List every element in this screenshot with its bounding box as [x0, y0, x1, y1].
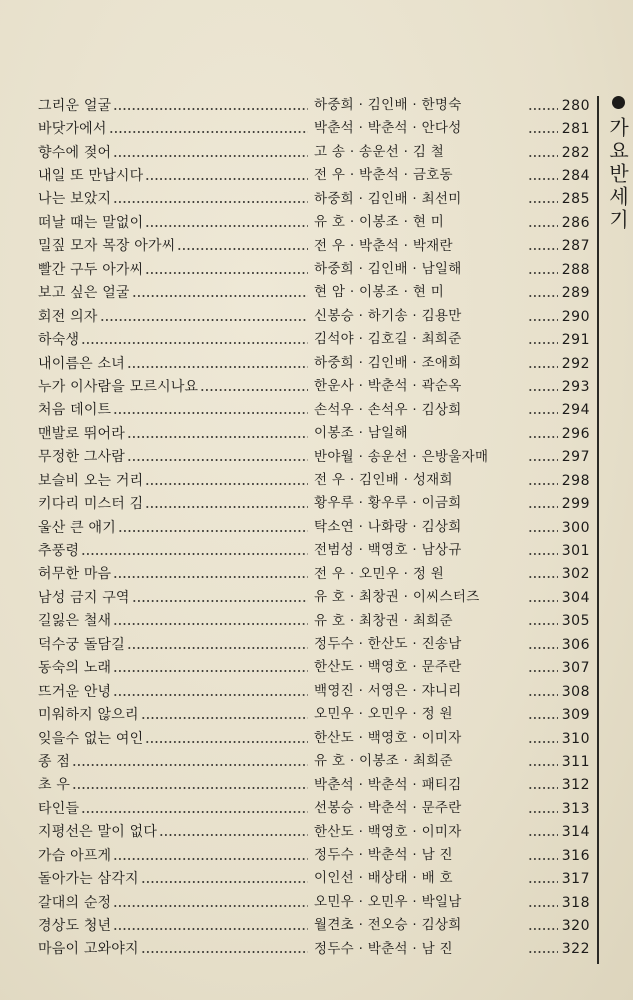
dot-leader — [528, 924, 558, 934]
dot-leader — [118, 526, 308, 536]
song-credits: 유 호 · 이봉조 · 현 미 — [314, 214, 445, 231]
toc-entry — [38, 539, 590, 562]
song-credits: 한운사 · 박춘석 · 곽순옥 — [314, 378, 462, 395]
song-credits: 유 호 · 최창권 · 이씨스터즈 — [314, 589, 480, 606]
dot-leader — [113, 104, 308, 114]
song-title: 덕수궁 돌담길 — [38, 636, 125, 653]
song-credits: 유 호 · 최창권 · 최희준 — [314, 612, 453, 629]
song-index-list — [38, 94, 590, 961]
song-title: 향수에 젖어 — [38, 144, 112, 161]
toc-entry — [38, 164, 590, 187]
page-number: 285 — [561, 191, 590, 208]
song-title: 길잃은 철새 — [38, 613, 112, 630]
song-title: 울산 큰 애기 — [38, 519, 116, 536]
dot-leader — [159, 830, 308, 840]
song-title: 누가 이사람을 모르시나요 — [38, 378, 199, 395]
song-title: 지평선은 말이 없다 — [38, 824, 158, 841]
dot-leader — [200, 385, 308, 395]
song-title: 갈대의 순정 — [38, 894, 112, 911]
toc-entry — [38, 117, 590, 140]
dot-leader — [528, 291, 558, 301]
dot-leader — [127, 455, 308, 465]
dot-leader — [109, 127, 308, 137]
song-credits: 전 우 · 오민우 · 정 원 — [314, 565, 445, 582]
toc-entry — [38, 258, 590, 281]
song-credits: 탁소연 · 나화랑 · 김상희 — [314, 518, 462, 535]
dot-leader — [72, 760, 308, 770]
page-number: 297 — [561, 449, 590, 466]
toc-entry — [38, 891, 590, 914]
song-credits: 하중희 · 김인배 · 남일해 — [314, 261, 462, 278]
dot-leader — [528, 174, 558, 184]
dot-leader — [528, 526, 558, 536]
song-title: 키다리 미스터 김 — [38, 496, 144, 513]
toc-entry — [38, 657, 590, 680]
song-title: 동숙의 노래 — [38, 660, 112, 677]
dot-leader — [528, 338, 558, 348]
song-credits: 백영진 · 서영은 · 쟈니리 — [314, 682, 462, 699]
dot-leader — [145, 479, 308, 489]
toc-entry — [38, 844, 590, 867]
dot-leader — [145, 174, 308, 184]
dot-leader — [145, 737, 308, 747]
page-number: 304 — [561, 589, 590, 606]
page-number: 298 — [561, 472, 590, 489]
dot-leader — [528, 619, 558, 629]
dot-leader — [528, 947, 558, 957]
toc-entry — [38, 750, 590, 773]
song-title: 경상도 청년 — [38, 918, 112, 935]
song-title: 그리운 얼굴 — [38, 97, 112, 114]
toc-entry — [38, 797, 590, 820]
dot-leader — [113, 151, 308, 161]
dot-leader — [528, 690, 558, 700]
page-number: 281 — [561, 121, 590, 138]
song-title: 남성 금지 구역 — [38, 589, 130, 606]
toc-entry — [38, 94, 590, 117]
song-title: 뜨거운 안녕 — [38, 683, 112, 700]
song-title: 가슴 아프게 — [38, 847, 112, 864]
dot-leader — [113, 572, 308, 582]
song-title: 바닷가에서 — [38, 121, 107, 138]
page-number: 322 — [561, 941, 590, 958]
dot-leader — [528, 737, 558, 747]
dot-leader — [145, 502, 308, 512]
section-title: 가요반세기 — [605, 117, 630, 232]
dot-leader — [528, 643, 558, 653]
song-title: 마음이 고와야지 — [38, 941, 139, 958]
page-number: 291 — [561, 332, 590, 349]
page-number: 312 — [561, 777, 590, 794]
page-number: 301 — [561, 543, 590, 560]
dot-leader — [528, 151, 558, 161]
dot-leader — [528, 221, 558, 231]
dot-leader — [528, 572, 558, 582]
song-title: 보슬비 오는 거리 — [38, 472, 144, 489]
page-number: 287 — [561, 238, 590, 255]
page-number: 305 — [561, 613, 590, 630]
song-credits: 유 호 · 이봉조 · 최희준 — [314, 753, 453, 770]
section-side-label — [606, 96, 630, 232]
song-title: 돌아가는 삼각지 — [38, 871, 139, 888]
page-number: 318 — [561, 894, 590, 911]
dot-leader — [528, 479, 558, 489]
dot-leader — [141, 947, 308, 957]
dot-leader — [145, 221, 308, 231]
song-credits: 정두수 · 박춘석 · 남 진 — [314, 846, 453, 863]
bullet-dot-icon — [612, 96, 625, 109]
toc-entry — [38, 914, 590, 937]
page-number: 310 — [561, 730, 590, 747]
dot-leader — [81, 807, 308, 817]
song-credits: 하중희 · 김인배 · 최선미 — [314, 190, 462, 207]
song-title: 타인들 — [38, 800, 80, 817]
toc-entry — [38, 610, 590, 633]
dot-leader — [81, 549, 308, 559]
page-number: 313 — [561, 800, 590, 817]
dot-leader — [132, 596, 308, 606]
song-title: 초 우 — [38, 777, 71, 794]
song-credits: 전 우 · 김인배 · 성재희 — [314, 471, 453, 488]
dot-leader — [72, 783, 308, 793]
dot-leader — [528, 666, 558, 676]
page-number: 302 — [561, 566, 590, 583]
dot-leader — [113, 924, 308, 934]
page-number: 300 — [561, 519, 590, 536]
song-credits: 하중희 · 김인배 · 조애희 — [314, 354, 462, 371]
dot-leader — [528, 783, 558, 793]
page-number: 284 — [561, 168, 590, 185]
page-number: 316 — [561, 847, 590, 864]
toc-entry — [38, 774, 590, 797]
dot-leader — [528, 104, 558, 114]
dot-leader — [528, 760, 558, 770]
toc-entry — [38, 563, 590, 586]
song-credits: 손석우 · 손석우 · 김상희 — [314, 401, 462, 418]
dot-leader — [141, 713, 308, 723]
page-number: 280 — [561, 97, 590, 114]
dot-leader — [113, 197, 308, 207]
dot-leader — [528, 596, 558, 606]
dot-leader — [528, 877, 558, 887]
song-title: 처음 데이트 — [38, 402, 112, 419]
song-title: 무정한 그사람 — [38, 449, 125, 466]
song-credits: 선봉승 · 박춘석 · 문주란 — [314, 800, 462, 817]
dot-leader — [528, 854, 558, 864]
dot-leader — [145, 268, 308, 278]
section-divider-line — [597, 96, 599, 964]
toc-entry — [38, 633, 590, 656]
toc-entry — [38, 821, 590, 844]
page-number: 314 — [561, 824, 590, 841]
dot-leader — [528, 807, 558, 817]
dot-leader — [528, 502, 558, 512]
song-credits: 한산도 · 백영호 · 이미자 — [314, 729, 462, 746]
dot-leader — [528, 127, 558, 137]
toc-entry — [38, 141, 590, 164]
page-number: 308 — [561, 683, 590, 700]
toc-entry — [38, 211, 590, 234]
toc-entry — [38, 867, 590, 890]
dot-leader — [528, 244, 558, 254]
page-number: 309 — [561, 707, 590, 724]
dot-leader — [528, 315, 558, 325]
song-title: 내이름은 소녀 — [38, 355, 125, 372]
toc-entry — [38, 399, 590, 422]
page-number: 290 — [561, 308, 590, 325]
dot-leader — [100, 315, 308, 325]
page-number: 320 — [561, 918, 590, 935]
dot-leader — [528, 432, 558, 442]
toc-entry — [38, 282, 590, 305]
song-title: 빨간 구두 아가씨 — [38, 261, 144, 278]
dot-leader — [528, 408, 558, 418]
page-number: 286 — [561, 214, 590, 231]
dot-leader — [113, 666, 308, 676]
song-credits: 하중희 · 김인배 · 한명숙 — [314, 96, 462, 113]
song-credits: 정두수 · 한산도 · 진송남 — [314, 636, 462, 653]
dot-leader — [113, 408, 308, 418]
dot-leader — [177, 244, 308, 254]
toc-entry — [38, 328, 590, 351]
dot-leader — [127, 643, 308, 653]
dot-leader — [127, 362, 308, 372]
page-number: 311 — [561, 753, 590, 770]
toc-entry — [38, 516, 590, 539]
toc-entry — [38, 469, 590, 492]
dot-leader — [528, 713, 558, 723]
song-credits: 전 우 · 박춘석 · 금호동 — [314, 167, 453, 184]
dot-leader — [528, 197, 558, 207]
song-title: 미워하지 않으리 — [38, 707, 139, 724]
page-number: 282 — [561, 144, 590, 161]
page-number: 317 — [561, 871, 590, 888]
toc-entry — [38, 422, 590, 445]
song-title: 하숙생 — [38, 332, 80, 349]
toc-entry — [38, 446, 590, 469]
song-credits: 박춘석 · 박춘석 · 패티김 — [314, 776, 462, 793]
song-credits: 이인선 · 배상태 · 배 호 — [314, 870, 453, 887]
song-title: 추풍령 — [38, 543, 80, 560]
toc-entry — [38, 703, 590, 726]
song-title: 떠날 때는 말없이 — [38, 214, 144, 231]
song-credits: 오민우 · 오민우 · 정 원 — [314, 706, 453, 723]
page-number: 296 — [561, 425, 590, 442]
dot-leader — [141, 877, 308, 887]
dot-leader — [528, 385, 558, 395]
song-title: 종 점 — [38, 753, 71, 770]
song-credits: 전범성 · 백영호 · 남상규 — [314, 542, 462, 559]
page-number: 306 — [561, 636, 590, 653]
dot-leader — [528, 830, 558, 840]
dot-leader — [81, 338, 308, 348]
page-number: 292 — [561, 355, 590, 372]
dot-leader — [113, 690, 308, 700]
dot-leader — [113, 619, 308, 629]
toc-entry — [38, 938, 590, 961]
dot-leader — [113, 901, 308, 911]
song-credits: 고 송 · 송운선 · 김 철 — [314, 143, 445, 160]
song-credits: 박춘석 · 박춘석 · 안다성 — [314, 120, 462, 137]
page-number: 289 — [561, 285, 590, 302]
song-credits: 전 우 · 박춘석 · 박재란 — [314, 237, 453, 254]
page-number: 307 — [561, 660, 590, 677]
song-title: 내일 또 만납시다 — [38, 168, 144, 185]
song-credits: 신봉승 · 하기송 · 김용만 — [314, 307, 462, 324]
dot-leader — [528, 455, 558, 465]
dot-leader — [113, 854, 308, 864]
toc-entry — [38, 492, 590, 515]
song-credits: 월견초 · 전오승 · 김상희 — [314, 917, 462, 934]
song-credits: 이봉조 · 남일해 — [314, 425, 408, 442]
song-credits: 반야월 · 송운선 · 은방울자매 — [314, 448, 489, 465]
dot-leader — [528, 362, 558, 372]
dot-leader — [528, 268, 558, 278]
song-credits: 오민우 · 오민우 · 박일남 — [314, 893, 462, 910]
dot-leader — [528, 549, 558, 559]
toc-entry — [38, 235, 590, 258]
page-number: 293 — [561, 378, 590, 395]
song-title: 나는 보았지 — [38, 191, 112, 208]
dot-leader — [127, 432, 308, 442]
toc-entry — [38, 305, 590, 328]
song-title: 맨발로 뛰어라 — [38, 425, 125, 442]
toc-entry — [38, 352, 590, 375]
song-title: 잊을수 없는 여인 — [38, 730, 144, 747]
song-credits: 정두수 · 박춘석 · 남 진 — [314, 940, 453, 957]
page-number: 299 — [561, 496, 590, 513]
toc-entry — [38, 727, 590, 750]
toc-entry — [38, 586, 590, 609]
dot-leader — [528, 901, 558, 911]
song-credits: 김석야 · 김호길 · 최희준 — [314, 331, 462, 348]
dot-leader — [132, 291, 308, 301]
page-number: 294 — [561, 402, 590, 419]
song-title: 회전 의자 — [38, 308, 98, 325]
song-title: 밀짚 모자 목장 아가씨 — [38, 238, 176, 255]
song-credits: 한산도 · 백영호 · 문주란 — [314, 659, 462, 676]
page-number: 288 — [561, 261, 590, 278]
song-credits: 현 암 · 이봉조 · 현 미 — [314, 284, 445, 301]
toc-entry — [38, 375, 590, 398]
song-credits: 황우루 · 황우루 · 이금희 — [314, 495, 462, 512]
song-credits: 한산도 · 백영호 · 이미자 — [314, 823, 462, 840]
toc-entry — [38, 188, 590, 211]
toc-entry — [38, 680, 590, 703]
song-title: 보고 싶은 얼굴 — [38, 285, 130, 302]
song-title: 허무한 마음 — [38, 566, 112, 583]
